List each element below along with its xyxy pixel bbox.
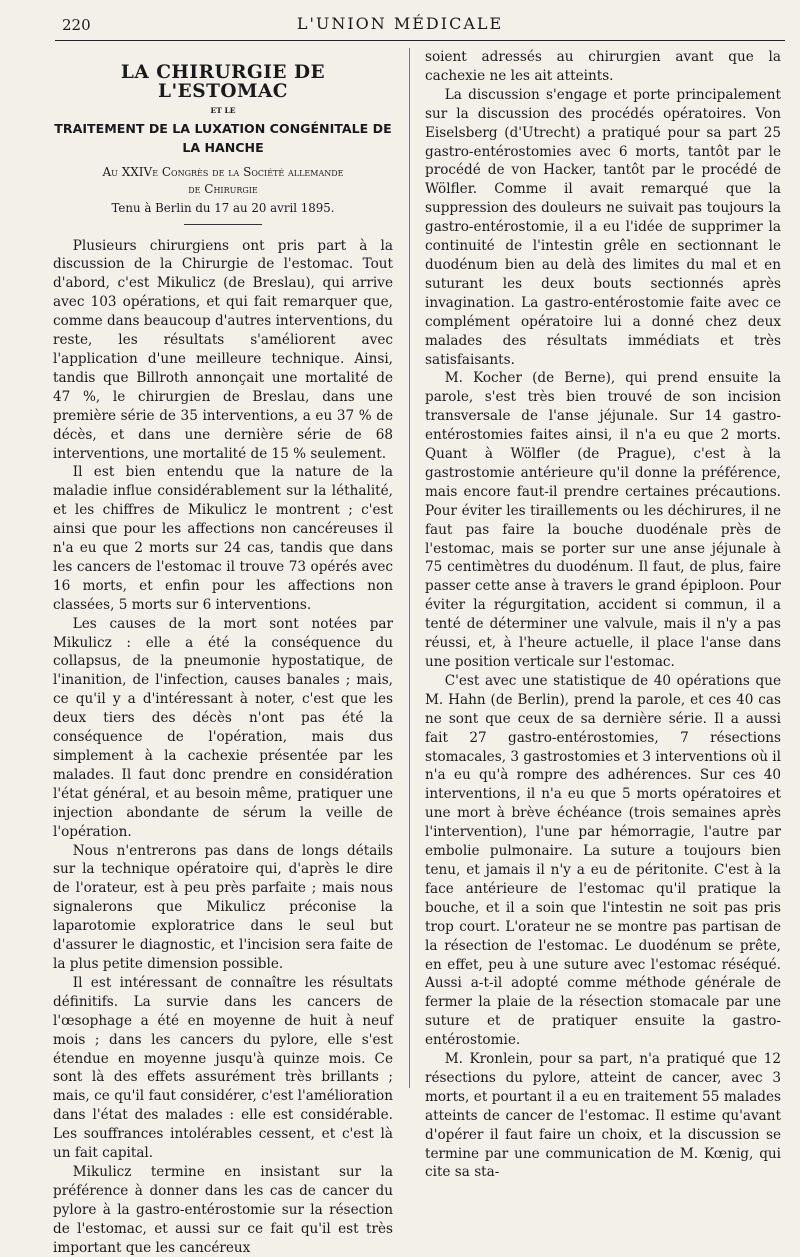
paragraph: C'est avec une statistique de 40 opérations que M. Hahn (de Berlin), prend la parole, et ces 40 cas ne sont que ceux de sa dernière série. Il a aussi fait 27 gastro-entérostomies, 7 résections stomacales, 3 gastrostomies et 3 interventions où il n'a eu qu'à rompre des adhérences. Sur ces 40 interventions, il n'a eu que 5 morts opératoires et une mort à brève échéance (trois semaines après l'intervention), l'une par hémorragie, l'autre par embolie pulmonaire. La suture a toujours bien tenu, et jamais il n'y a eu de péritonite. C'est à la face antérieure de l'estomac qu'il pratique la bouche, et il a soin que l'intestin ne soit pas pris trop court. L'orateur ne se montre pas partisan de la résection de l'estomac. Le duodénum se prête, en effet, peu à une suture avec l'estomac réséqué. Aussi a-t-il adopté comme méthode générale de fermer la plaie de la résection stomacale par une suture et de pratiquer ensuite la gastro-entérostomie.	[425, 672, 781, 1049]
left-column	[53, 48, 393, 1257]
column-divider	[409, 48, 410, 1088]
article-conjunction: ET LE	[210, 105, 236, 115]
paragraph: Les causes de la mort sont notées par Mikulicz : elle a été la conséquence du collapsus, de la pneumonie hypostatique, de l'inanition, de l'infection, causes banales ; mais, ce qu'il y a d'intéressant à noter, c'est que les deux tiers des décès n'ont pas été la conséquence de l'opération, mais dus simplement à la cachexie présentée par les malades. Il faut donc prendre en considération l'état général, et au besoin même, pratiquer une injection abondante de sérum la veille de l'opération.	[53, 615, 393, 840]
paragraph: Mikulicz termine en insistant sur la préférence à donner dans les cas de cancer du pylore à la gastro-entérostomie sur la résection de l'estomac, et aussi sur ce fait qu'il est très important que les cancéreux	[53, 1163, 393, 1256]
paragraph: M. Kocher (de Berne), qui prend ensuite la parole, s'est très bien trouvé de son incision transversale de l'anse jéjunale. Sur 14 gastro-entérostomies faites ainsi, il n'a eu que 2 morts. Quant à Wölfler (de Prague), c'est à la gastrostomie antérieure qu'il donne la préférence, mais encore faut-il prendre certaines précautions. Pour éviter les tiraillements ou les déchirures, il ne faut pas faire la bouche duodénale près de l'estomac, mais se porter sur une anse jéjunale à 75 centimètres du duodénum. Il faut, de plus, faire passer cette anse à travers le grand épiploon. Pour éviter la régurgitation, accident si commun, il a tenté de déterminer une valvule, mais il n'y a pas réussi, et, à l'heure actuelle, il place l'anse dans une position verticale sur l'estomac.	[425, 370, 781, 670]
meeting-dates: Tenu à Berlin du 17 au 20 avril 1895.	[111, 200, 335, 215]
article-subtitle: TRAITEMENT DE LA LUXATION CONGÉNITALE DE LA HANCHE	[54, 120, 392, 155]
paragraph: Il est bien entendu que la nature de la maladie influe considérablement sur la léthalité, et les chiffres de Mikulicz le montrent ; c'est ainsi que pour les affections non cancéreuses il n'a eu que 2 morts sur 24 cas, tandis que dans les cancers de l'estomac il trouve 73 opérés avec 16 morts, et enfin pour les affections non classées, 5 morts sur 6 interventions.	[53, 464, 393, 613]
meeting-line-2: de Chirurgie	[188, 182, 258, 197]
paragraph: Il est intéressant de connaître les résultats définitifs. La survie dans les cancers de l'œsophage a été en moyenne de huit à neuf mois ; dans les cancers du pylore, elle s'est étendue en moyenne jusqu'à quinze mois. Ce sont là des effets assurément très brillants ; mais, ce qu'il faut considérer, c'est l'amélioration dans l'état des malades : elle est considérable. Les souffrances intolérables cessent, et c'est là un fait capital.	[53, 974, 393, 1162]
journal-title: L'UNION MÉDICALE	[296, 14, 504, 33]
title-rule	[184, 224, 262, 225]
article-title: LA CHIRURGIE DE L'ESTOMAC	[120, 62, 326, 102]
header-rule	[55, 40, 785, 41]
meeting-line-1: Au XXIVe Congrès de la Société allemande	[102, 164, 344, 179]
paragraph: soient adressés au chirurgien avant que la cachexie ne les ait atteints.	[425, 49, 781, 84]
paragraph: La discussion s'engage et porte principalement sur la discussion des procédés opératoires. Von Eiselsberg (d'Utrecht) a pratiqué pour sa part 25 gastro-entérostomies avec 6 morts, tantôt par le procédé de von Hacker, tantôt par le procédé de Wölfler. Comme il avait remarqué que la suppression des douleurs ne suivait pas toujours la gastro-entérostomie, il a eu l'idée de supprimer la continuité de l'intestin grêle en sectionnant le duodénum bien au delà des limites du mal et en suturant les deux bouts sectionnés après invagination. La gastro-entérostomie faite avec ce complément opératoire lui a donné chez deux malades des résultats immédiats et très satisfaisants.	[425, 86, 781, 368]
right-column	[425, 48, 781, 1182]
page-number: 220	[62, 16, 91, 34]
paragraph: Nous n'entrerons pas dans de longs détails sur la technique opératoire qui, d'après le dire de l'orateur, est à peu près parfaite ; mais nous signalerons que Mikulicz préconise la laparotomie exploratrice dans le seul but d'assurer le diagnostic, et l'incision sera faite de la plus petite dimension possible.	[53, 842, 393, 972]
paragraph: M. Kronlein, pour sa part, n'a pratiqué que 12 résections du pylore, atteint de cancer, avec 3 morts, et pourtant il a eu en traitement 55 malades atteints de cancer de l'estomac. Il estime qu'avant d'opérer il faut faire un choix, et la discussion se termine par une communication de M. Kœnig, qui cite sa sta-	[425, 1051, 781, 1181]
paragraph: Plusieurs chirurgiens ont pris part à la discussion de la Chirurgie de l'estomac. Tout d'abord, c'est Mikulicz (de Breslau), qui arrive avec 103 opérations, et qui fait remarquer que, comme dans beaucoup d'autres interventions, du reste, les résultats s'améliorent avec l'application d'une meilleure technique. Ainsi, tandis que Billroth annonçait une mortalité de 47 %, le chirurgien de Breslau, dans une première série de 35 interventions, a eu 37 % de décès, et dans une dernière série de 68 interventions, une mortalité de 15 % seulement.	[53, 237, 393, 462]
